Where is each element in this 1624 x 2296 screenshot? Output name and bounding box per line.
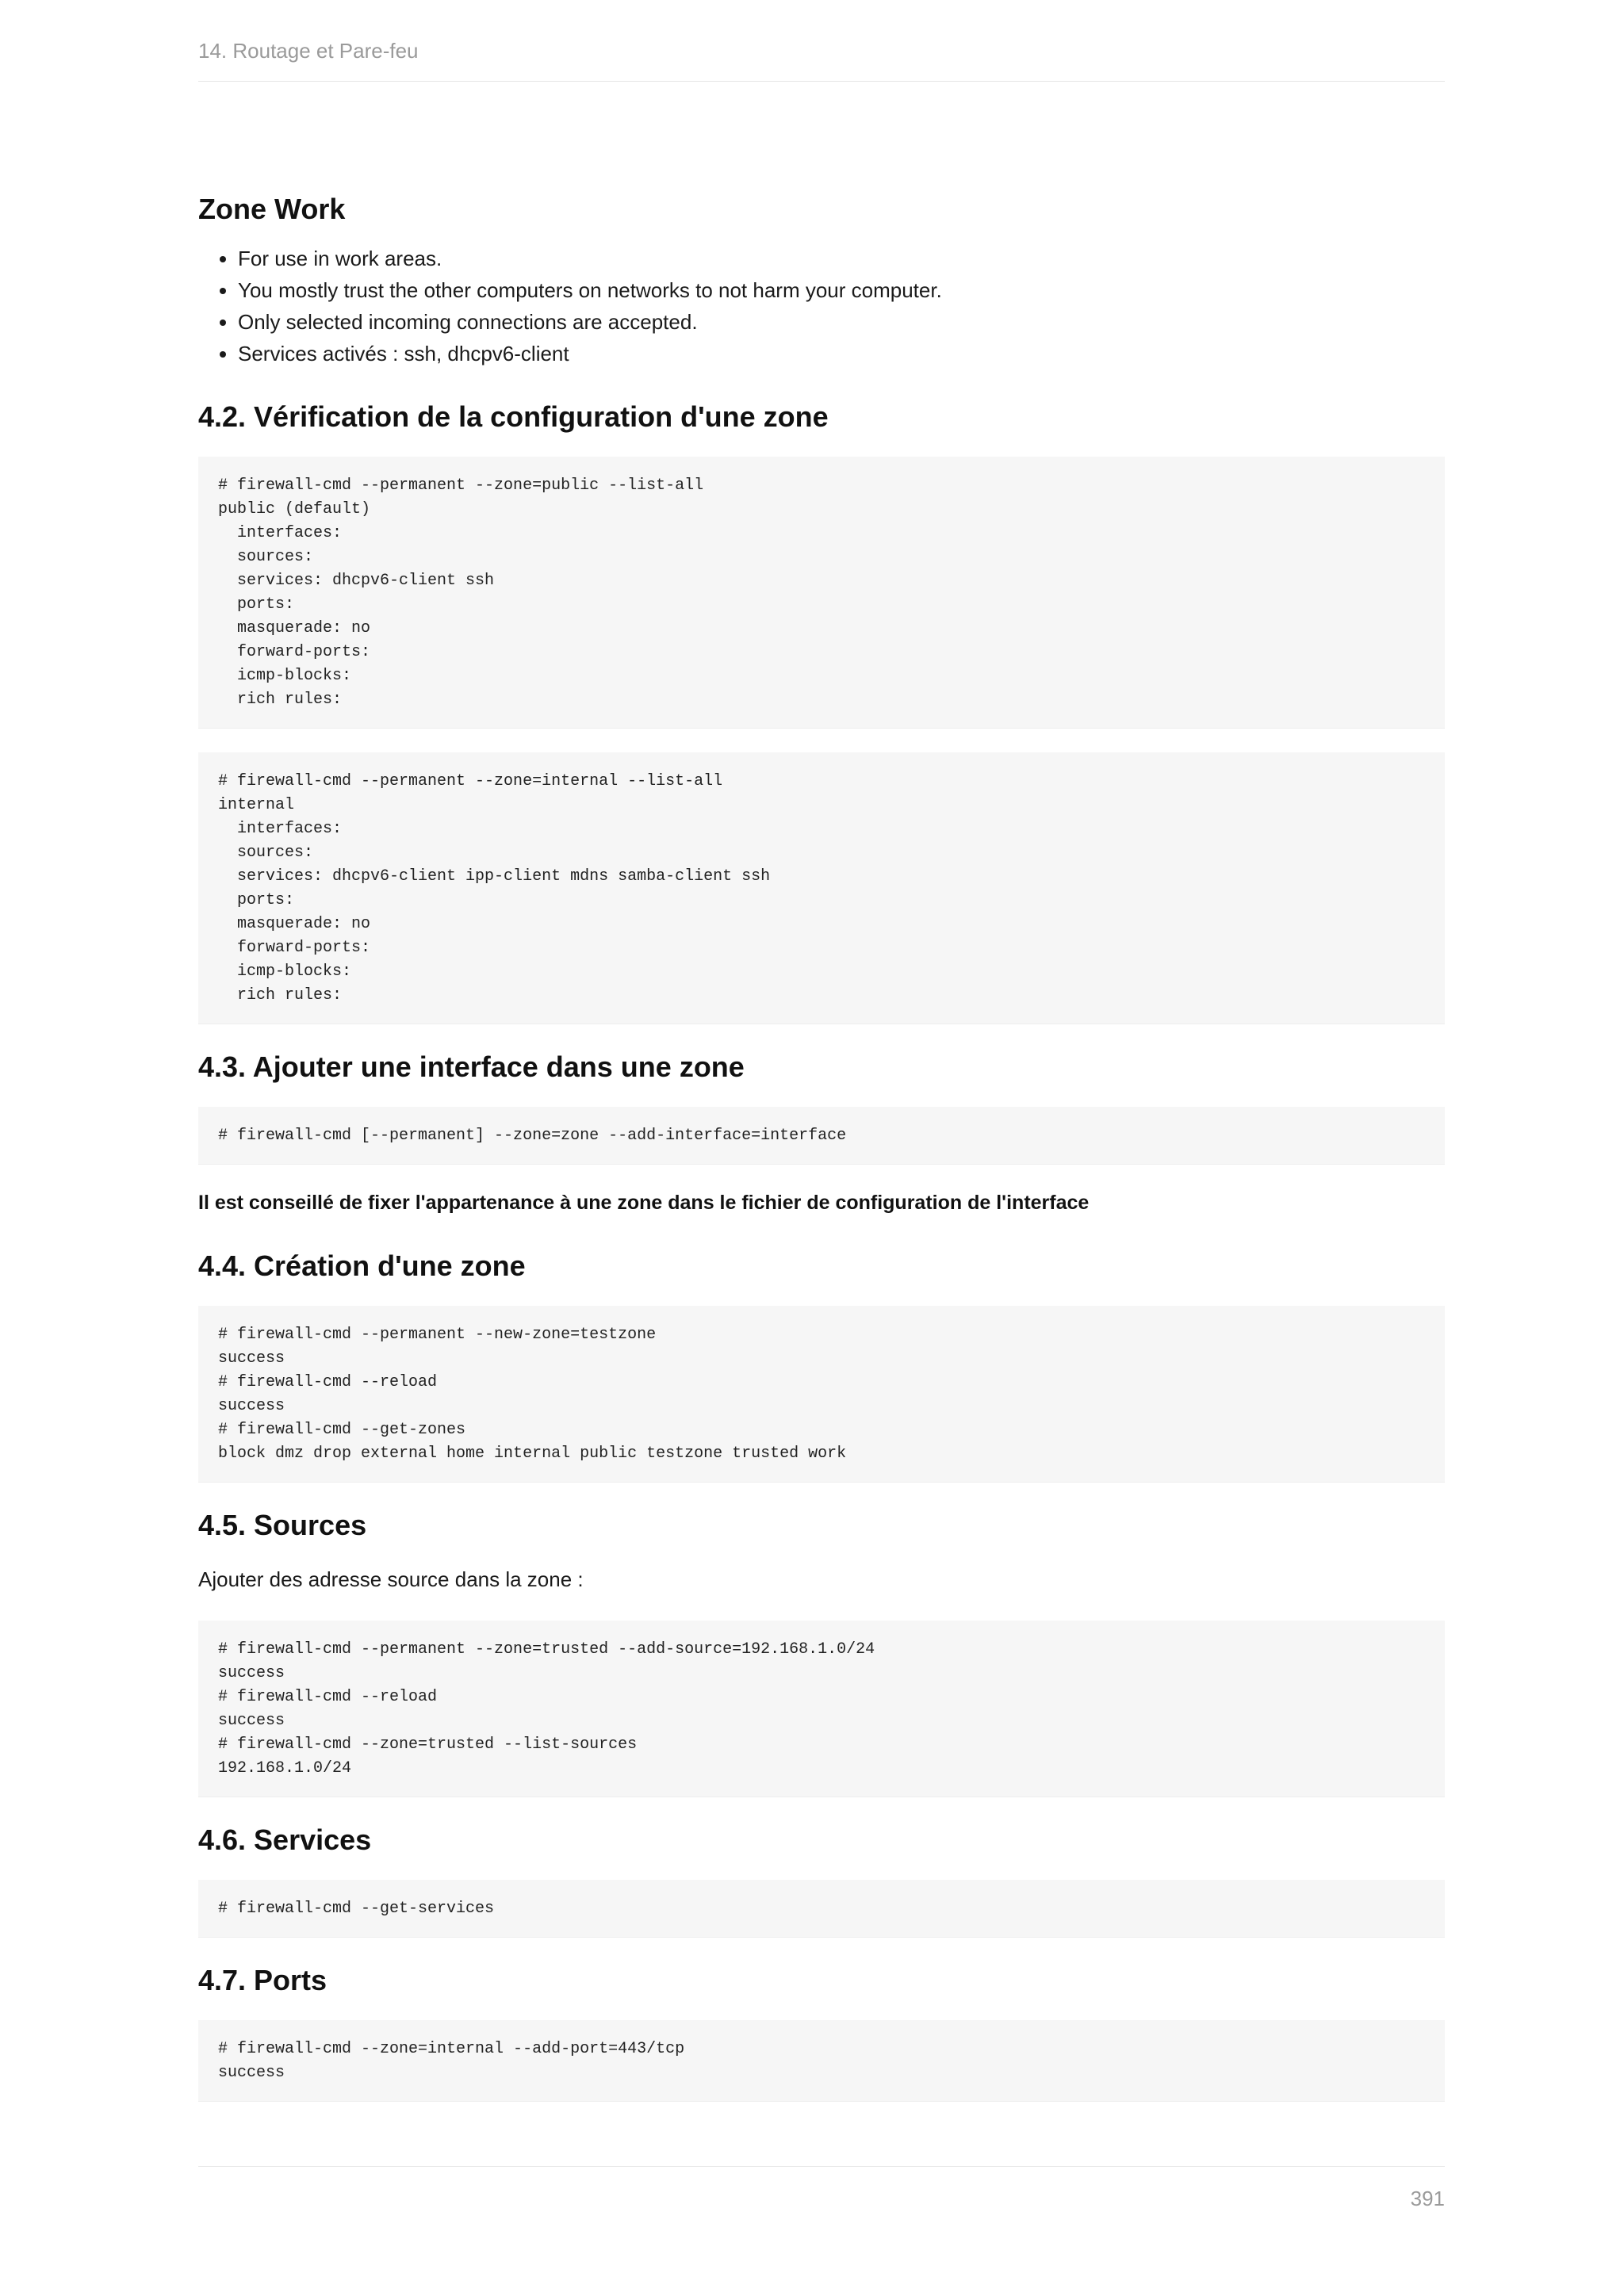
code-block-new-zone: # firewall-cmd --permanent --new-zone=testzone success # firewall-cmd --reload success # firewall-cmd --get-zones block dmz drop external home internal public testzone trusted work xyxy=(198,1306,1445,1483)
page-content xyxy=(198,190,1445,2126)
section-heading-4-5: 4.5. Sources xyxy=(198,1509,367,1541)
code-block-public-zone: # firewall-cmd --permanent --zone=public --list-all public (default) interfaces: sources: services: dhcpv6-client ssh ports: masquerade: no forward-ports: icmp-blocks: rich rules: xyxy=(198,457,1445,729)
code-block-get-services: # firewall-cmd --get-services xyxy=(198,1880,1445,1938)
interface-config-note: Il est conseillé de fixer l'appartenance à une zone dans le fichier de configuration de l'interface xyxy=(198,1192,1090,1214)
list-item: • You mostly trust the other computers on networks to not harm your computer. xyxy=(238,274,1445,306)
list-item: • Services activés : ssh, dhcpv6-client xyxy=(238,338,1445,369)
zone-work-list xyxy=(198,243,1445,369)
code-block-internal-zone: # firewall-cmd --permanent --zone=internal --list-all internal interfaces: sources: services: dhcpv6-client ipp-client mdns samba-client ssh ports: masquerade: no forward-ports: icmp-blocks: rich rules: xyxy=(198,752,1445,1024)
section-heading-4-2: 4.2. Vérification de la configuration d'une zone xyxy=(198,400,829,433)
page-number: 391 xyxy=(198,2166,1445,2211)
zone-work-heading: Zone Work xyxy=(198,193,346,225)
list-item: • Only selected incoming connections are accepted. xyxy=(238,306,1445,338)
section-heading-4-6: 4.6. Services xyxy=(198,1823,372,1856)
list-item: • For use in work areas. xyxy=(238,243,1445,274)
document-page xyxy=(198,0,1445,2296)
section-heading-4-4: 4.4. Création d'une zone xyxy=(198,1249,526,1282)
sources-intro-text: Ajouter des adresse source dans la zone : xyxy=(198,1567,584,1591)
section-heading-4-3: 4.3. Ajouter une interface dans une zone xyxy=(198,1050,745,1083)
section-heading-4-7: 4.7. Ports xyxy=(198,1964,327,1996)
code-block-add-port: # firewall-cmd --zone=internal --add-port=443/tcp success xyxy=(198,2020,1445,2102)
code-block-add-source: # firewall-cmd --permanent --zone=trusted --add-source=192.168.1.0/24 success # firewall-cmd --reload success # firewall-cmd --zone=trusted --list-sources 192.168.1.0/24 xyxy=(198,1621,1445,1797)
code-block-add-interface: # firewall-cmd [--permanent] --zone=zone --add-interface=interface xyxy=(198,1107,1445,1165)
running-header: 14. Routage et Pare-feu xyxy=(198,38,1445,82)
